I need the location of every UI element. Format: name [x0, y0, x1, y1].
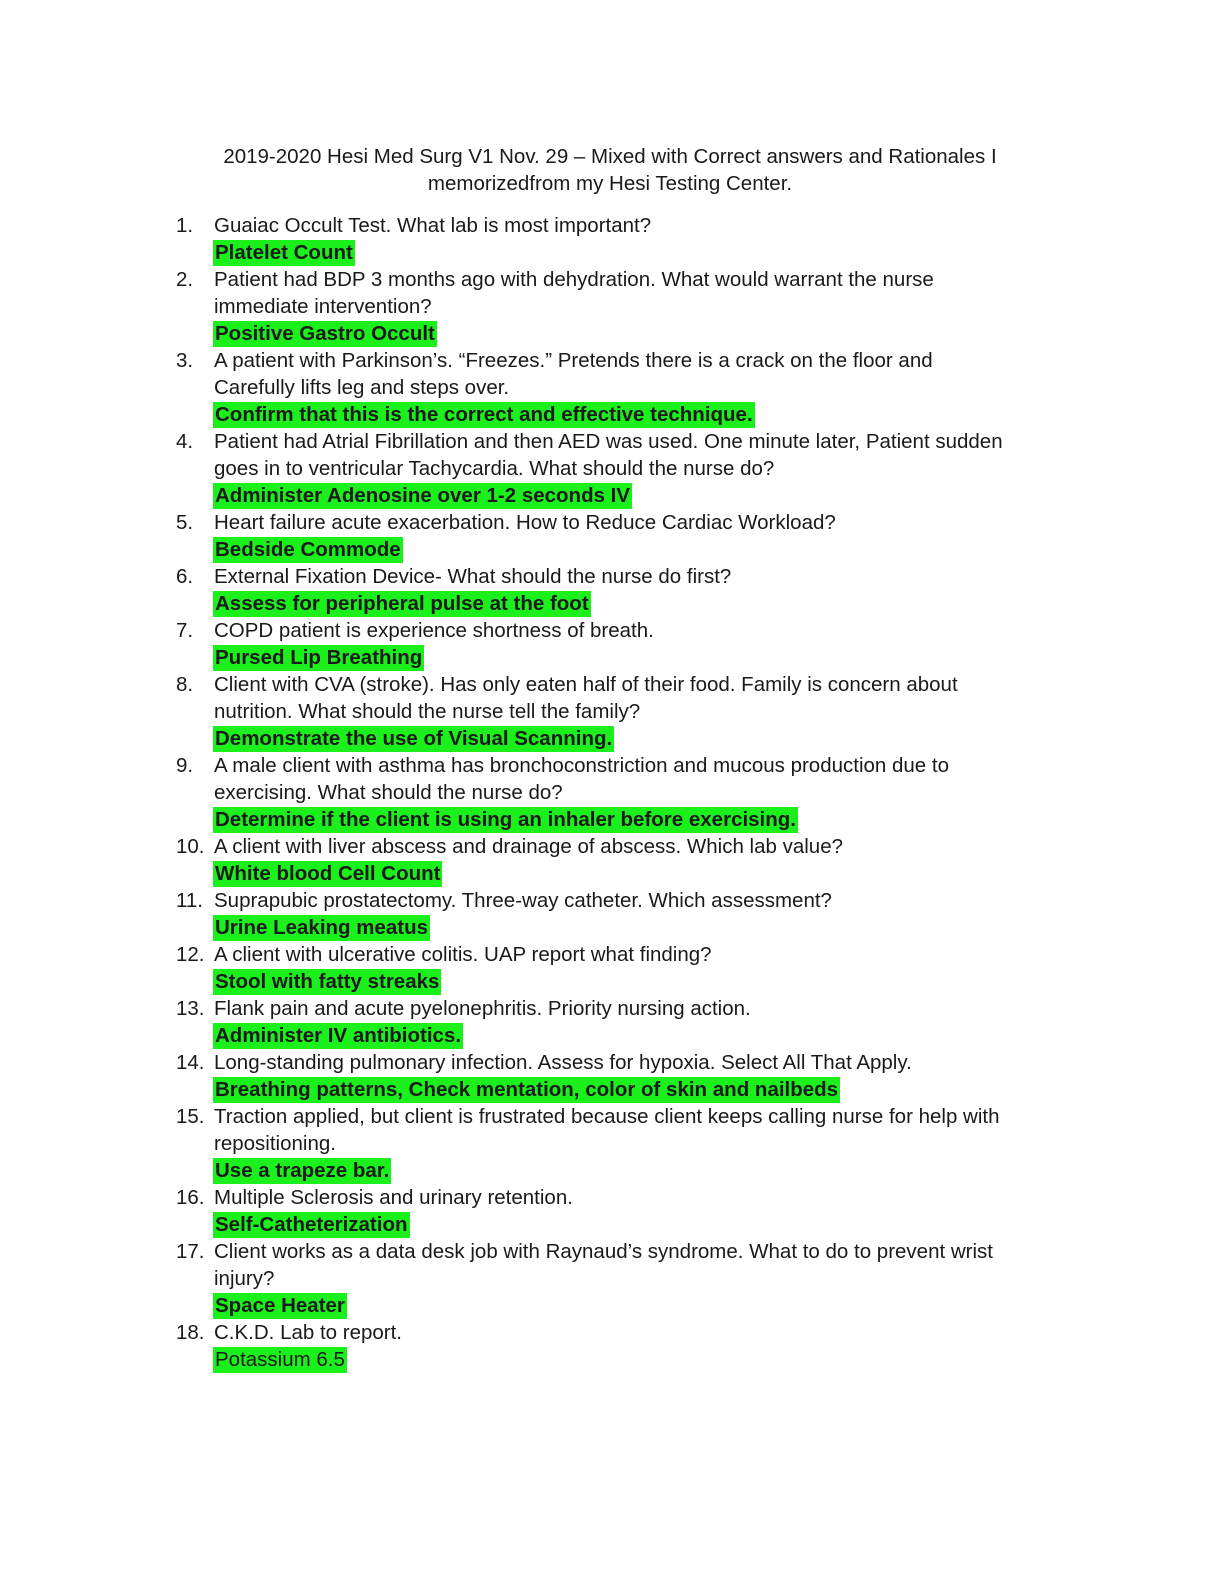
highlighted-answer: Administer IV antibiotics.	[215, 1024, 462, 1047]
question-number: 4.	[176, 430, 194, 453]
question-item	[0, 752, 1224, 833]
question-number: 3.	[176, 349, 194, 372]
question-item	[0, 1103, 1224, 1184]
highlighted-answer: Self-Catheterization	[215, 1213, 408, 1236]
question-item	[0, 833, 1224, 887]
question-text: goes in to ventricular Tachycardia. What should the nurse do?	[214, 457, 775, 480]
question-item	[0, 1319, 1224, 1373]
question-item	[0, 266, 1224, 347]
question-number: 10.	[176, 835, 205, 858]
highlighted-answer: Space Heater	[215, 1294, 345, 1317]
question-number: 8.	[176, 673, 194, 696]
highlighted-answer: Platelet Count	[215, 241, 353, 264]
question-number: 17.	[176, 1240, 205, 1263]
question-number: 11.	[176, 889, 203, 912]
question-text: Client with CVA (stroke). Has only eaten half of their food. Family is concern about	[214, 673, 958, 696]
question-list	[0, 212, 1224, 1373]
question-text: A male client with asthma has bronchoconstriction and mucous production due to	[214, 754, 949, 777]
question-item	[0, 1184, 1224, 1238]
question-item	[0, 995, 1224, 1049]
question-number: 14.	[176, 1051, 205, 1074]
highlighted-answer: Urine Leaking meatus	[215, 916, 429, 939]
question-item	[0, 347, 1224, 428]
highlighted-answer: Bedside Commode	[215, 538, 401, 561]
highlighted-answer: Positive Gastro Occult	[215, 322, 435, 345]
question-item	[0, 1049, 1224, 1103]
question-item	[0, 428, 1224, 509]
question-item	[0, 617, 1224, 671]
question-text: Client works as a data desk job with Raynaud’s syndrome. What to do to prevent wrist	[214, 1240, 993, 1263]
question-number: 5.	[176, 511, 194, 534]
question-text: Patient had Atrial Fibrillation and then AED was used. One minute later, Patient sudden	[214, 430, 1003, 453]
question-text: injury?	[214, 1267, 275, 1290]
question-text: Traction applied, but client is frustrated because client keeps calling nurse for help with	[214, 1105, 1000, 1128]
question-number: 13.	[176, 997, 205, 1020]
question-number: 7.	[176, 619, 194, 642]
question-text: Patient had BDP 3 months ago with dehydration. What would warrant the nurse	[214, 268, 934, 291]
question-number: 1.	[176, 214, 194, 237]
question-number: 12.	[176, 943, 205, 966]
question-text: A client with liver abscess and drainage of abscess. Which lab value?	[214, 835, 844, 858]
question-number: 18.	[176, 1321, 205, 1344]
highlighted-answer: Potassium 6.5	[215, 1348, 345, 1371]
question-text: Heart failure acute exacerbation. How to Reduce Cardiac Workload?	[214, 511, 836, 534]
question-text: A client with ulcerative colitis. UAP report what finding?	[214, 943, 712, 966]
question-text: Multiple Sclerosis and urinary retention.	[214, 1186, 573, 1209]
question-item	[0, 887, 1224, 941]
question-item	[0, 941, 1224, 995]
question-item	[0, 563, 1224, 617]
document-title	[150, 143, 1070, 197]
question-number: 9.	[176, 754, 194, 777]
highlighted-answer: Breathing patterns, Check mentation, color of skin and nailbeds	[215, 1078, 839, 1101]
document-title-line-1: 2019-2020 Hesi Med Surg V1 Nov. 29 – Mixed with Correct answers and Rationales I	[223, 145, 997, 168]
highlighted-answer: Stool with fatty streaks	[215, 970, 440, 993]
highlighted-answer: Determine if the client is using an inhaler before exercising.	[215, 808, 796, 831]
question-item	[0, 1238, 1224, 1319]
question-number: 15.	[176, 1105, 205, 1128]
highlighted-answer: Assess for peripheral pulse at the foot	[215, 592, 589, 615]
question-text: nutrition. What should the nurse tell the family?	[214, 700, 641, 723]
question-text: Carefully lifts leg and steps over.	[214, 376, 510, 399]
question-item	[0, 671, 1224, 752]
highlighted-answer: Pursed Lip Breathing	[215, 646, 423, 669]
question-text: repositioning.	[214, 1132, 336, 1155]
highlighted-answer: Administer Adenosine over 1-2 seconds IV	[215, 484, 631, 507]
question-text: Guaiac Occult Test. What lab is most important?	[214, 214, 652, 237]
question-text: External Fixation Device- What should the nurse do first?	[214, 565, 732, 588]
question-item	[0, 212, 1224, 266]
question-number: 2.	[176, 268, 194, 291]
question-text: A patient with Parkinson’s. “Freezes.” Pretends there is a crack on the floor and	[214, 349, 933, 372]
question-text: COPD patient is experience shortness of breath.	[214, 619, 654, 642]
highlighted-answer: Confirm that this is the correct and effective technique.	[215, 403, 753, 426]
document-title-line-2: memorizedfrom my Hesi Testing Center.	[427, 172, 793, 195]
question-item	[0, 509, 1224, 563]
highlighted-answer: Demonstrate the use of Visual Scanning.	[215, 727, 613, 750]
highlighted-answer: White blood Cell Count	[215, 862, 441, 885]
highlighted-answer: Use a trapeze bar.	[215, 1159, 390, 1182]
question-text: exercising. What should the nurse do?	[214, 781, 563, 804]
question-text: Suprapubic prostatectomy. Three-way catheter. Which assessment?	[214, 889, 832, 912]
question-text: Flank pain and acute pyelonephritis. Priority nursing action.	[214, 997, 751, 1020]
question-number: 6.	[176, 565, 194, 588]
question-text: immediate intervention?	[214, 295, 432, 318]
question-number: 16.	[176, 1186, 205, 1209]
question-text: Long-standing pulmonary infection. Assess for hypoxia. Select All That Apply.	[214, 1051, 912, 1074]
question-text: C.K.D. Lab to report.	[214, 1321, 403, 1344]
